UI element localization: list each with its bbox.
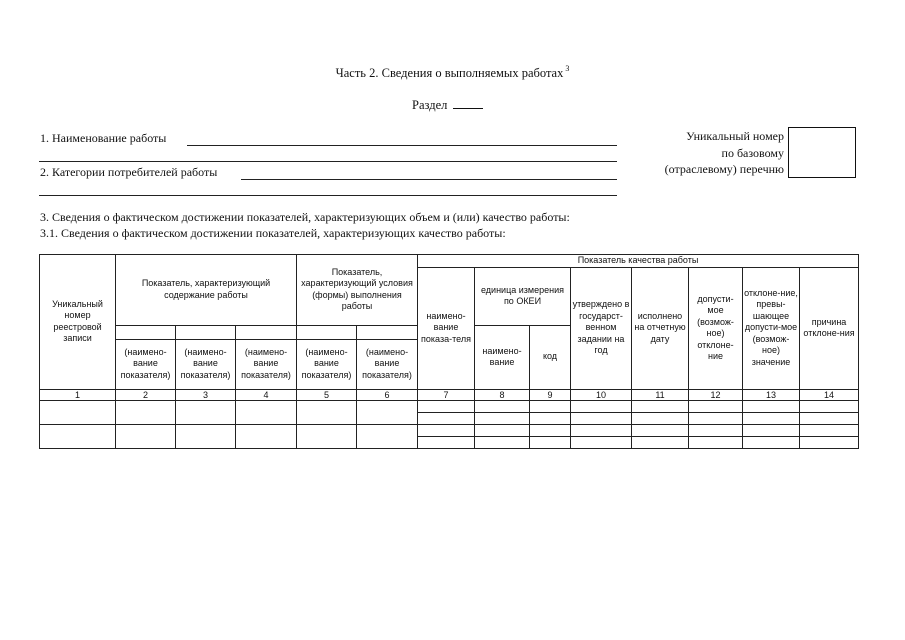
table-cell[interactable]	[176, 424, 236, 448]
table-cell[interactable]	[689, 424, 743, 436]
col-approved: утверждено в государст-венном задании на год	[571, 267, 632, 389]
consumers-line-2[interactable]	[39, 195, 617, 196]
col-unit-name: наимено-вание	[475, 325, 530, 389]
col-done: исполнено на отчетную дату	[632, 267, 689, 389]
column-number: 14	[800, 389, 859, 400]
section-label: Раздел	[412, 98, 483, 113]
table-cell[interactable]	[418, 400, 475, 412]
column-number: 6	[357, 389, 418, 400]
table-cell[interactable]	[530, 424, 571, 436]
table-cell[interactable]	[632, 412, 689, 424]
table-cell[interactable]	[475, 412, 530, 424]
consumers-line[interactable]	[241, 179, 617, 180]
table-cell[interactable]	[357, 400, 418, 424]
paragraph-3-1: 3.1. Сведения о фактическом достижении показателей, характеризующих качество работы:	[40, 226, 506, 240]
col-unit-code: код	[530, 325, 571, 389]
table-cell[interactable]	[530, 400, 571, 412]
table-cell[interactable]	[116, 424, 176, 448]
table-cell[interactable]	[116, 400, 176, 424]
table-cell[interactable]	[571, 400, 632, 412]
col-unit-group: единица измерения по ОКЕИ	[475, 267, 571, 325]
table-cell[interactable]	[571, 424, 632, 436]
table-cell[interactable]	[418, 436, 475, 448]
table-cell[interactable]	[571, 436, 632, 448]
table-cell[interactable]	[800, 412, 859, 424]
paragraph-3: 3. Сведения о фактическом достижении показателей, характеризующих объем и (или) качество работы:	[40, 210, 570, 224]
col-allowed: допусти-мое (возмож-ное) отклоне-ние	[689, 267, 743, 389]
sub-indicator-4: (наимено-вание показателя)	[297, 339, 357, 389]
table-cell[interactable]	[40, 424, 116, 448]
column-number: 11	[632, 389, 689, 400]
column-number: 12	[689, 389, 743, 400]
unique-number-label: Уникальный номер по базовому (отраслевому) перечню	[664, 129, 784, 176]
table-cell[interactable]	[800, 436, 859, 448]
table-cell[interactable]	[40, 400, 116, 424]
table-cell[interactable]	[800, 424, 859, 436]
condition-indicator-2-value[interactable]	[357, 325, 418, 339]
table-row	[40, 400, 859, 412]
column-number: 5	[297, 389, 357, 400]
table-cell[interactable]	[236, 424, 297, 448]
quality-table	[39, 254, 859, 449]
column-number: 10	[571, 389, 632, 400]
col-content-group: Показатель, характеризующий содержание работы	[116, 255, 297, 326]
table-cell[interactable]	[530, 412, 571, 424]
content-indicator-3-value[interactable]	[236, 325, 297, 339]
table-cell[interactable]	[689, 436, 743, 448]
table-row	[40, 424, 859, 436]
col-quality-group: Показатель качества работы	[418, 255, 859, 268]
table-cell[interactable]	[632, 400, 689, 412]
table-cell[interactable]	[475, 424, 530, 436]
table-cell[interactable]	[743, 400, 800, 412]
table-cell[interactable]	[689, 400, 743, 412]
title-footnote: 3	[565, 64, 570, 73]
table-cell[interactable]	[357, 424, 418, 448]
sub-indicator-2: (наимено-вание показателя)	[176, 339, 236, 389]
col-indicator-name: наимено-вание показа-теля	[418, 267, 475, 389]
col-exceeding: отклоне-ние, превы-шающее допусти-мое (возмож-ное) значение	[743, 267, 800, 389]
column-number: 3	[176, 389, 236, 400]
table-cell[interactable]	[571, 412, 632, 424]
column-number: 9	[530, 389, 571, 400]
col-conditions-group: Показатель, характеризующий условия (формы) выполнения работы	[297, 255, 418, 326]
table-cell[interactable]	[530, 436, 571, 448]
content-indicator-1-value[interactable]	[116, 325, 176, 339]
table-cell[interactable]	[418, 424, 475, 436]
table-cell[interactable]	[689, 412, 743, 424]
table-cell[interactable]	[418, 412, 475, 424]
table-cell[interactable]	[743, 436, 800, 448]
column-number: 2	[116, 389, 176, 400]
sub-indicator-3: (наимено-вание показателя)	[236, 339, 297, 389]
table-cell[interactable]	[236, 400, 297, 424]
sub-indicator-5: (наимено-вание показателя)	[357, 339, 418, 389]
table-cell[interactable]	[475, 436, 530, 448]
table-cell[interactable]	[632, 424, 689, 436]
table-cell[interactable]	[800, 400, 859, 412]
column-number: 8	[475, 389, 530, 400]
condition-indicator-1-value[interactable]	[297, 325, 357, 339]
page-title: Часть 2. Сведения о выполняемых работах $^3$	[335, 64, 570, 80]
sub-indicator-1: (наимено-вание показателя)	[116, 339, 176, 389]
table-cell[interactable]	[176, 400, 236, 424]
unique-number-box[interactable]	[788, 127, 856, 178]
table-cell[interactable]	[475, 400, 530, 412]
col-reason: причина отклоне-ния	[800, 267, 859, 389]
col-unique: Уникальный номер реестровой записи	[40, 255, 116, 390]
column-number: 7	[418, 389, 475, 400]
table-cell[interactable]	[632, 436, 689, 448]
table-cell[interactable]	[743, 424, 800, 436]
consumers-label: 2. Категории потребителей работы	[40, 165, 218, 179]
column-number: 4	[236, 389, 297, 400]
work-name-line-2[interactable]	[39, 161, 617, 162]
content-indicator-2-value[interactable]	[176, 325, 236, 339]
work-name-label: 1. Наименование работы	[40, 131, 167, 145]
column-numbers-row	[40, 389, 859, 400]
column-number: 1	[40, 389, 116, 400]
table-cell[interactable]	[743, 412, 800, 424]
table-cell[interactable]	[297, 424, 357, 448]
work-name-line[interactable]	[187, 145, 617, 146]
column-number: 13	[743, 389, 800, 400]
section-number-blank[interactable]	[453, 98, 483, 109]
table-cell[interactable]	[297, 400, 357, 424]
